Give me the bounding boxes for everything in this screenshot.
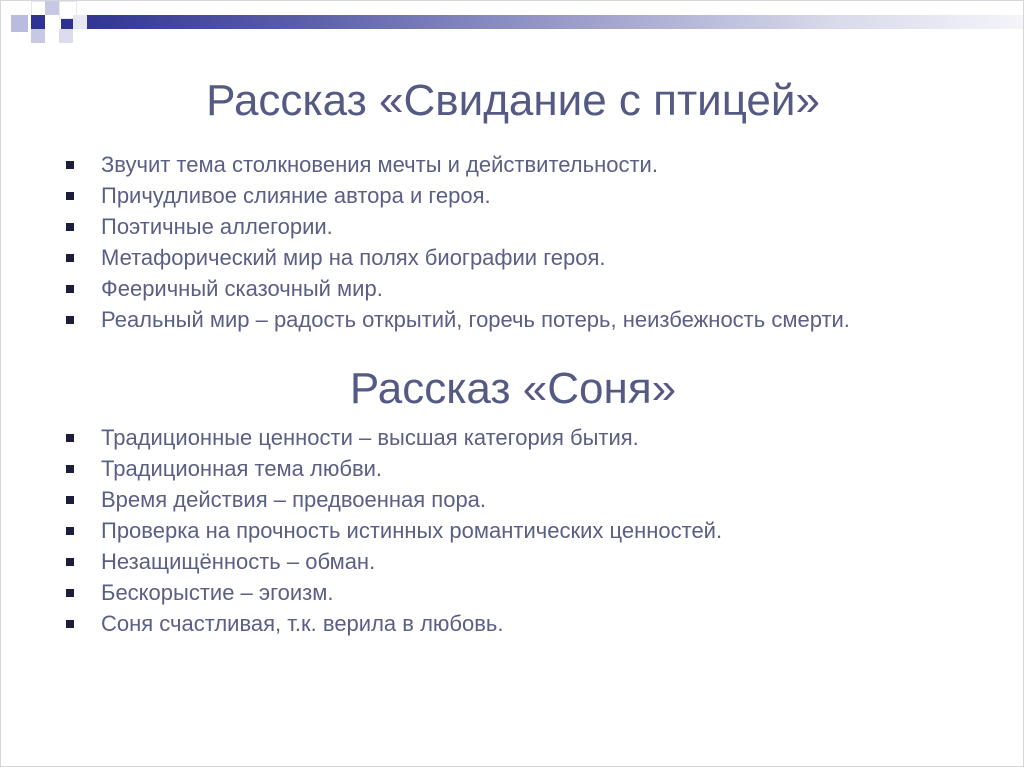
square-bullet-icon bbox=[66, 161, 74, 169]
section-2-list bbox=[63, 426, 963, 643]
list-item-text: Соня счастливая, т.к. верила в любовь. bbox=[101, 611, 504, 636]
square-bullet-icon bbox=[66, 192, 74, 200]
list-item bbox=[63, 215, 963, 239]
decor-square bbox=[45, 15, 59, 29]
square-bullet-icon bbox=[66, 285, 74, 293]
list-item bbox=[63, 246, 963, 270]
list-item bbox=[63, 184, 963, 208]
square-bullet-icon bbox=[66, 589, 74, 597]
list-item-text: Время действия – предвоенная пора. bbox=[101, 487, 487, 512]
list-item bbox=[63, 426, 963, 450]
list-item-text: Причудливое слияние автора и героя. bbox=[101, 183, 491, 208]
decor-square bbox=[31, 29, 45, 43]
list-item-text: Фееричный сказочный мир. bbox=[101, 276, 383, 301]
list-item-text: Реальный мир – радость открытий, горечь потерь, неизбежность смерти. bbox=[101, 307, 850, 332]
section-2-title: Рассказ «Соня» bbox=[349, 364, 677, 413]
list-item-text: Звучит тема столкновения мечты и действительности. bbox=[101, 152, 658, 177]
square-bullet-icon bbox=[66, 527, 74, 535]
square-bullet-icon bbox=[66, 434, 74, 442]
square-bullet-icon bbox=[66, 223, 74, 231]
square-bullet-icon bbox=[66, 620, 74, 628]
list-item-text: Традиционные ценности – высшая категория бытия. bbox=[101, 425, 639, 450]
decor-square bbox=[45, 1, 59, 15]
decor-square bbox=[73, 15, 87, 29]
list-item bbox=[63, 277, 963, 301]
section-1-title: Рассказ «Свидание с птицей» bbox=[206, 76, 820, 125]
square-bullet-icon bbox=[66, 316, 74, 324]
list-item bbox=[63, 550, 963, 574]
list-item bbox=[63, 519, 963, 543]
list-item-text: Метафорический мир на полях биографии героя. bbox=[101, 245, 606, 270]
list-item bbox=[63, 612, 963, 636]
list-item bbox=[63, 308, 963, 332]
list-item-text: Незащищённость – обман. bbox=[101, 549, 376, 574]
list-item-text: Поэтичные аллегории. bbox=[101, 214, 333, 239]
section-1-list bbox=[63, 153, 963, 339]
list-item bbox=[63, 153, 963, 177]
decor-square bbox=[31, 15, 45, 29]
list-item bbox=[63, 581, 963, 605]
decor-square bbox=[59, 29, 73, 43]
header-gradient-band bbox=[61, 15, 1023, 29]
list-item-text: Традиционная тема любви. bbox=[101, 456, 383, 481]
square-bullet-icon bbox=[66, 558, 74, 566]
list-item-text: Проверка на прочность истинных романтических ценностей. bbox=[101, 518, 723, 543]
list-item-text: Бескорыстие – эгоизм. bbox=[101, 580, 334, 605]
square-bullet-icon bbox=[66, 254, 74, 262]
decor-square bbox=[11, 15, 28, 32]
square-bullet-icon bbox=[66, 496, 74, 504]
list-item bbox=[63, 488, 963, 512]
list-item bbox=[63, 457, 963, 481]
square-bullet-icon bbox=[66, 465, 74, 473]
